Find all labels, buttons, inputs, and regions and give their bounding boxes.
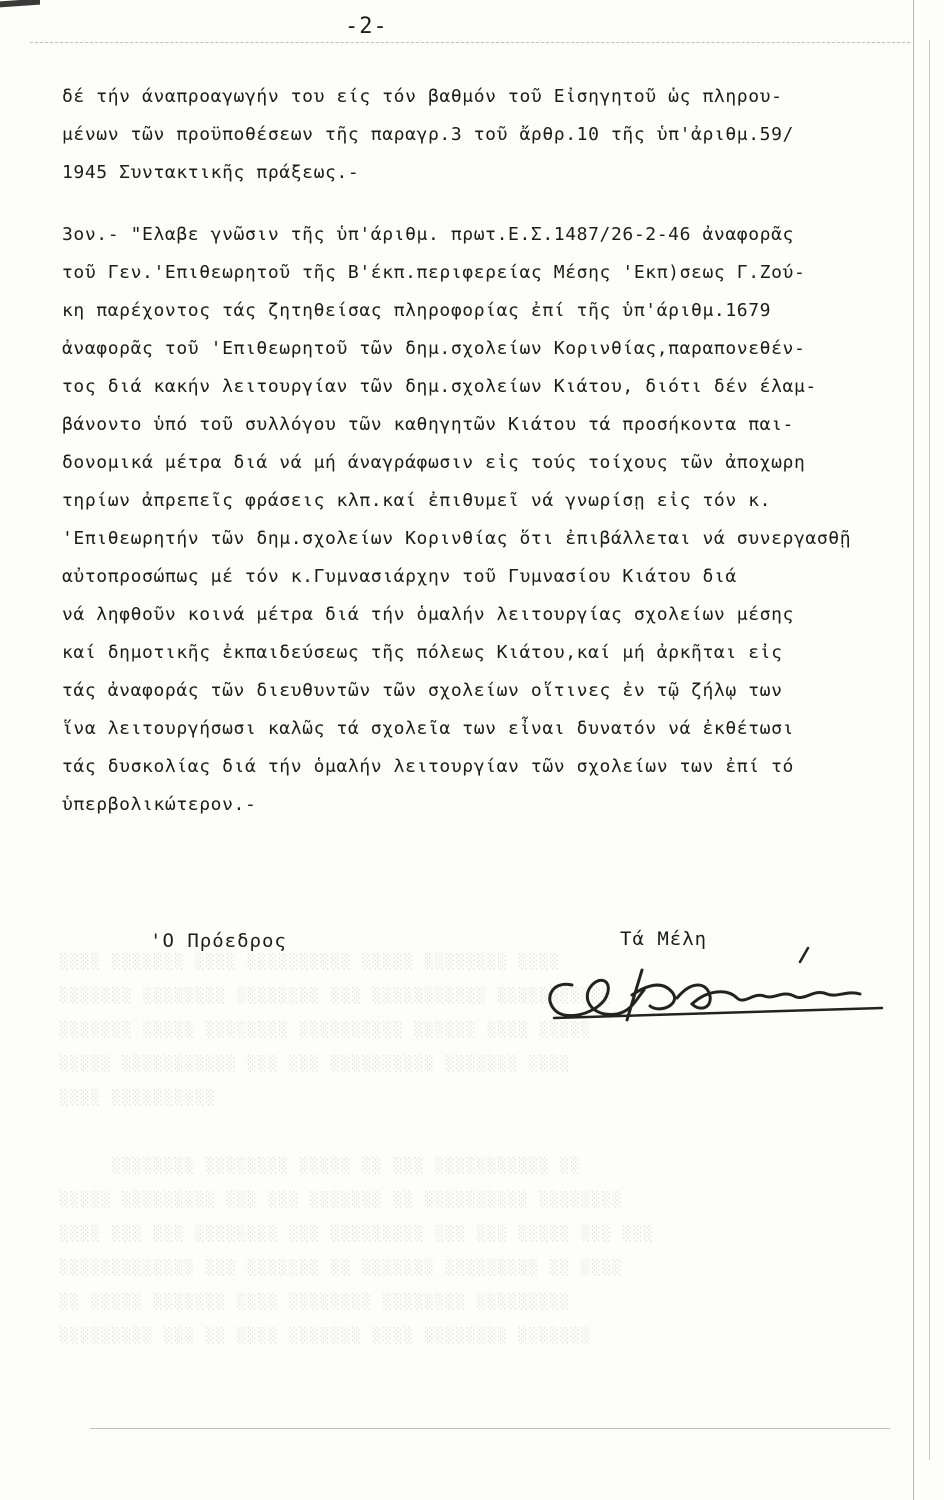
text-line: βάνοντο ὑπό τοῦ συλλόγου τῶν καθηγητῶν Κιάτου τά προσήκοντα παι- — [62, 414, 794, 435]
text-line: καί δημοτικῆς ἐκπαιδεύσεως τῆς πόλεως Κιάτου,καί μή ἀρκῆται εἰς — [62, 642, 783, 663]
text-line: τάς ἀναφοράς τῶν διευθυντῶν τῶν σχολείων οἵτινες ἐν τῷ ζήλῳ των — [62, 680, 783, 701]
text-line: αὐτοπροσώπως μέ τόν κ.Γυμνασιάρχην τοῦ Γυμνασίου Κιάτου διά — [62, 566, 737, 587]
members-label: Τά Μέλη — [620, 928, 708, 950]
text-line: μένων τῶν προϋποθέσεων τῆς παραγρ.3 τοῦ ἄρθρ.10 τῆς ὑπ'ἀριθμ.59/ — [62, 124, 794, 145]
scan-corner-mark — [0, 0, 40, 7]
text-line: δονομικά μέτρα διά νά μή άναγράφωσιν εἰς τούς τοίχους τῶν ἀποχωρη — [62, 452, 806, 473]
text-line: τάς δυσκολίας διά τήν ὁμαλήν λειτουργίαν τῶν σχολείων των ἐπί τό — [62, 756, 794, 777]
minutes-body — [62, 78, 912, 824]
paragraph-gap — [62, 192, 912, 216]
text-line: 'Επιθεωρητήν τῶν δημ.σχολείων Κορινθίας ὅτι ἐπιβάλλεται νά συνεργασθῇ — [62, 528, 852, 549]
text-line: ὑπερβολικώτερον.- — [62, 794, 257, 815]
text-line: τηρίων ἀπρεπεῖς φράσεις κλπ.καί ἐπιθυμεῖ νά γνωρίσῃ εἰς τόν κ. — [62, 490, 772, 511]
text-line: νά ληφθοῦν κοινά μέτρα διά τήν ὁμαλήν λειτουργίας σχολείων μέσης — [62, 604, 794, 625]
scan-bottom-edge — [90, 1428, 890, 1430]
text-line: δέ τήν άναπροαγωγήν του είς τόν βαθμόν τοῦ Εἰσηγητοῦ ὡς πληρου- — [62, 86, 783, 107]
text-line: 1945 Συντακτικῆς πράξεως.- — [62, 162, 360, 183]
handwritten-signature — [532, 940, 892, 1040]
text-line: τοῦ Γεν.'Επιθεωρητοῦ τῆς Β'έκπ.περιφερείας Μέσης 'Εκπ)σεως Γ.Ζού- — [62, 262, 806, 283]
text-line: ἵνα λειτουργήσωσι καλῶς τά σχολεῖα των εἶναι δυνατόν νά ἐκθέτωσι — [62, 718, 794, 739]
text-line: 3ον.- "Ελαβε γνῶσιν τῆς ὑπ'άριθμ. πρωτ.Ε.Σ.1487/26-2-46 ἀναφορᾶς — [62, 224, 794, 245]
text-line: κη παρέχοντος τάς ζητηθείσας πληροφορίας ἐπί τῆς ὑπ'άριθμ.1679 — [62, 300, 772, 321]
president-label: 'Ο Πρόεδρος — [150, 930, 287, 952]
bleed-through-texture: ░░░░ ░░░░░░░ ░░░░ ░░░░░░░░░░ ░░░░░ ░░░░░░░░ ░░░░ ░░░░░░░ ░░░░░░░░ ░░░░░░░░ ░░░ ░░░░░░░░░░░ ░░░░░░░░░░░ ░░░░░░░ ░░░░░ ░░░░░░░░ ░░░░░░░░░░ ░░░░░░ ░░░░ ░░░░░ ░░░░░ ░░░░░░░░░░░ ░░░ ░░░ ░░░░░░░░░░ ░░░░░░░ ░░░░ ░░░░ ░░░░░░░░░░ ░░░░░░░░ ░░░░░░░░ ░░░░░ ░░ ░░░ ░░░░░░░░░░░ ░░ ░░░░░ ░░░░░░░░░ ░░░ ░░░ ░░░░░░░ ░░ ░░░░░░░░░░ ░░░░░░░░ ░░░░ ░░░ ░░░ ░░░░░░░░ ░░░ ░░░░░░░░░ ░░░ ░░░ ░░░░░ ░░░ ░░░ ░░░░░░░░░░░░░ ░░░ ░░░░░░░ ░░ ░░░░░░░ ░░░░░░░░░ ░░ ░░░░ ░░ ░░░░░ ░░░░░░░ ░░░░ ░░░░░░░░ ░░░░░░░░ ░░░░░░░░░ ░░░░░░░░░ ░░░ ░░ ░░░░ ░░░░░░░ ░░░░ ░░░░░░░░ ░░░░░░░ — [60, 954, 655, 1344]
scan-right-fold — [929, 40, 930, 1460]
scan-top-edge — [30, 42, 910, 44]
text-line: τος διά κακήν λειτουργίαν τῶν δημ.σχολείων Κιάτου, διότι δέν έλαμ- — [62, 376, 817, 397]
text-line: ἀναφορᾶς τοῦ 'Επιθεωρητοῦ τῶν δημ.σχολείων Κορινθίας,παραπονεθέν- — [62, 338, 806, 359]
page-number: -2- — [345, 14, 388, 39]
